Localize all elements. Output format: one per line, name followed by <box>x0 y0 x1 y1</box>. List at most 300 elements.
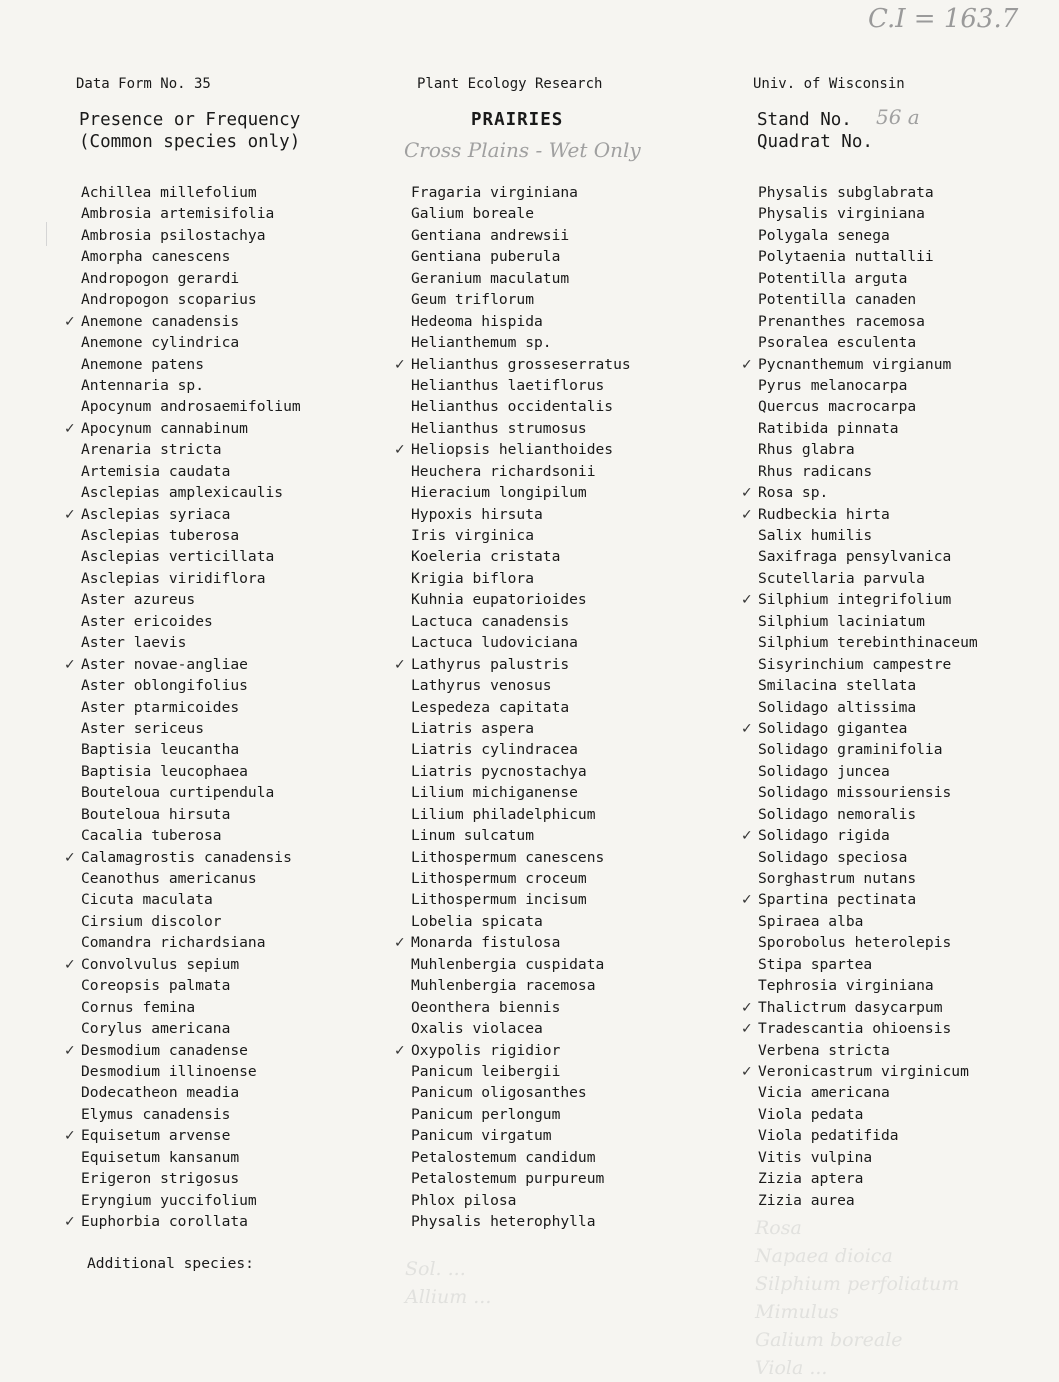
species-name: Dodecatheon meadia <box>81 1084 240 1102</box>
species-name: Veronicastrum virginicum <box>758 1062 969 1080</box>
faint-note: Silphium perfoliatum <box>755 1273 960 1295</box>
check-mark-icon: ✓ <box>741 720 753 737</box>
species-name: Cornus femina <box>81 998 196 1016</box>
species-name: Geranium maculatum <box>411 269 570 287</box>
species-item <box>758 375 978 396</box>
species-item <box>81 354 301 375</box>
check-mark-icon: ✓ <box>64 956 76 973</box>
species-item <box>411 804 631 825</box>
check-mark-icon: ✓ <box>64 313 76 330</box>
species-item <box>81 1104 301 1125</box>
check-mark-icon: ✓ <box>394 1042 406 1059</box>
species-item <box>411 589 631 610</box>
species-item <box>394 354 631 375</box>
species-item <box>411 697 631 718</box>
faint-note: Napaea dioica <box>755 1245 893 1267</box>
species-name: Sisyrinchium campestre <box>758 655 952 673</box>
species-name: Smilacina stellata <box>758 677 917 695</box>
species-name: Asclepias viridiflora <box>81 569 266 587</box>
species-item <box>411 525 631 546</box>
species-name: Lathyrus venosus <box>411 677 552 695</box>
species-item <box>411 396 631 417</box>
species-name: Muhlenbergia racemosa <box>411 977 596 995</box>
species-item <box>758 1190 978 1211</box>
species-name: Psoralea esculenta <box>758 334 917 352</box>
species-name: Bouteloua curtipendula <box>81 784 275 802</box>
species-item <box>411 1018 631 1039</box>
species-name: Aster laevis <box>81 634 187 652</box>
species-name: Viola pedata <box>758 1105 864 1123</box>
species-item <box>411 546 631 567</box>
species-name: Potentilla canaden <box>758 291 917 309</box>
species-item <box>758 1082 978 1103</box>
species-name: Helianthus occidentalis <box>411 398 614 416</box>
species-name: Panicum perlongum <box>411 1105 561 1123</box>
species-name: Aster ptarmicoides <box>81 698 240 716</box>
species-item <box>758 654 978 675</box>
species-item <box>411 954 631 975</box>
species-name: Polygala senega <box>758 226 890 244</box>
species-name: Ambrosia psilostachya <box>81 226 266 244</box>
species-item <box>411 418 631 439</box>
species-name: Lithospermum croceum <box>411 870 587 887</box>
species-item <box>758 611 978 632</box>
species-name: Helianthemum sp. <box>411 334 552 352</box>
species-name: Vitis vulpina <box>758 1148 873 1166</box>
stand-heading <box>757 109 873 153</box>
species-item <box>758 311 978 332</box>
species-name: Zizia aptera <box>758 1170 864 1188</box>
species-item <box>758 868 978 889</box>
species-item <box>81 911 301 932</box>
species-item <box>741 889 978 910</box>
check-mark-icon: ✓ <box>741 828 753 845</box>
species-name: Calamagrostis canadensis <box>81 848 292 866</box>
species-item <box>64 504 301 525</box>
species-item <box>81 804 301 825</box>
species-name: Ambrosia artemisifolia <box>81 205 275 223</box>
species-name: Lobelia spicata <box>411 912 543 930</box>
ci-annotation: C.I = 163.7 <box>868 4 1019 34</box>
presence-line-2: (Common species only) <box>79 132 301 152</box>
species-item <box>81 611 301 632</box>
species-item <box>81 1147 301 1168</box>
species-item <box>411 889 631 910</box>
presence-heading <box>79 109 300 153</box>
species-item <box>394 1040 631 1061</box>
check-mark-icon: ✓ <box>64 506 76 523</box>
species-item <box>411 825 631 846</box>
species-name: Amorpha canescens <box>81 248 231 266</box>
species-name: Asclepias tuberosa <box>81 527 240 544</box>
species-name: Silphium terebinthinaceum <box>758 634 978 652</box>
species-name: Liatris cylindracea <box>411 741 578 759</box>
species-name: Eryngium yuccifolium <box>81 1191 257 1209</box>
check-mark-icon: ✓ <box>741 1063 753 1080</box>
species-name: Kuhnia eupatorioides <box>411 591 587 609</box>
species-item <box>411 911 631 932</box>
species-item <box>81 482 301 503</box>
species-item <box>411 246 631 267</box>
species-name: Helianthus laetiflorus <box>411 376 605 394</box>
species-name: Petalostemum purpureum <box>411 1170 605 1188</box>
species-item <box>411 1190 631 1211</box>
stand-label: Stand No. <box>757 110 852 130</box>
species-name: Panicum leibergii <box>411 1062 561 1080</box>
margin-mark <box>46 222 47 246</box>
site-annotation: Cross Plains - Wet Only <box>404 138 641 162</box>
species-item <box>758 396 978 417</box>
species-item <box>411 761 631 782</box>
check-mark-icon: ✓ <box>64 1128 76 1145</box>
species-name: Cicuta maculata <box>81 891 213 909</box>
presence-line-1: Presence or Frequency <box>79 110 301 130</box>
check-mark-icon: ✓ <box>741 999 753 1016</box>
species-item <box>81 439 301 460</box>
species-name: Koeleria cristata <box>411 548 561 566</box>
species-name: Liatris aspera <box>411 719 535 737</box>
species-item <box>758 975 978 996</box>
species-name: Solidago speciosa <box>758 848 908 866</box>
species-name: Solidago altissima <box>758 698 917 716</box>
species-item <box>741 825 978 846</box>
species-name: Oxalis violacea <box>411 1020 543 1038</box>
species-name: Rhus glabra <box>758 441 855 459</box>
species-name: Solidago nemoralis <box>758 805 917 823</box>
species-name: Aster azureus <box>81 591 196 609</box>
species-name: Monarda fistulosa <box>411 934 561 952</box>
species-item <box>81 568 301 589</box>
species-name: Physalis virginiana <box>758 205 925 223</box>
species-name: Polytaenia nuttallii <box>758 248 934 266</box>
species-item <box>758 1040 978 1061</box>
species-name: Rudbeckia hirta <box>758 505 890 523</box>
species-item <box>758 268 978 289</box>
species-item <box>411 1125 631 1146</box>
species-item <box>81 396 301 417</box>
species-item <box>758 1168 978 1189</box>
species-item <box>411 225 631 246</box>
species-name: Geum triflorum <box>411 291 535 309</box>
species-item <box>81 589 301 610</box>
species-item <box>741 504 978 525</box>
faint-note: Rosa <box>755 1217 802 1239</box>
species-name: Corylus americana <box>81 1020 231 1038</box>
species-name: Elymus canadensis <box>81 1105 231 1123</box>
species-item <box>64 418 301 439</box>
check-mark-icon: ✓ <box>394 356 406 373</box>
species-name: Liatris pycnostachya <box>411 762 587 780</box>
species-name: Galium boreale <box>411 205 535 223</box>
species-item <box>81 975 301 996</box>
species-item <box>411 568 631 589</box>
species-item <box>81 1190 301 1211</box>
species-name: Oeonthera biennis <box>411 998 561 1016</box>
species-item <box>411 504 631 525</box>
species-item <box>758 954 978 975</box>
species-item <box>758 525 978 546</box>
species-item <box>741 482 978 503</box>
species-item <box>411 611 631 632</box>
species-name: Antennaria sp. <box>81 376 205 394</box>
species-item <box>411 461 631 482</box>
species-name: Spiraea alba <box>758 912 864 930</box>
species-item <box>64 1040 301 1061</box>
species-item <box>411 268 631 289</box>
species-name: Heuchera richardsonii <box>411 462 596 480</box>
species-item <box>81 1018 301 1039</box>
species-item <box>81 718 301 739</box>
species-name: Lithospermum incisum <box>411 891 587 909</box>
species-item <box>758 761 978 782</box>
species-name: Fragaria virginiana <box>411 184 578 201</box>
species-name: Salix humilis <box>758 527 873 544</box>
species-name: Artemisia caudata <box>81 462 231 480</box>
species-item <box>411 739 631 760</box>
species-name: Sporobolus heterolepis <box>758 934 952 952</box>
species-item <box>758 847 978 868</box>
species-item <box>758 782 978 803</box>
species-name: Tradescantia ohioensis <box>758 1020 952 1038</box>
check-mark-icon: ✓ <box>741 892 753 909</box>
species-name: Stipa spartea <box>758 955 873 973</box>
faint-notes-left <box>405 1255 491 1311</box>
species-item <box>411 289 631 310</box>
species-name: Euphorbia corollata <box>81 1213 248 1230</box>
species-item <box>81 525 301 546</box>
species-item <box>741 1018 978 1039</box>
species-item <box>741 1061 978 1082</box>
species-name: Solidago graminifolia <box>758 741 943 759</box>
species-item <box>758 1125 978 1146</box>
species-item <box>411 675 631 696</box>
form-number: Data Form No. 35 <box>76 76 211 92</box>
species-item <box>81 246 301 267</box>
species-name: Pyrus melanocarpa <box>758 376 908 394</box>
species-item <box>81 782 301 803</box>
species-name: Convolvulus sepium <box>81 955 240 973</box>
species-name: Physalis heterophylla <box>411 1213 596 1230</box>
species-item <box>758 932 978 953</box>
species-name: Ceanothus americanus <box>81 870 257 887</box>
check-mark-icon: ✓ <box>394 442 406 459</box>
species-item <box>394 654 631 675</box>
species-name: Hedeoma hispida <box>411 312 543 330</box>
species-item <box>81 889 301 910</box>
species-item <box>758 911 978 932</box>
species-item <box>81 825 301 846</box>
check-mark-icon: ✓ <box>394 656 406 673</box>
species-name: Oxypolis rigidior <box>411 1041 561 1059</box>
species-name: Asclepias verticillata <box>81 548 275 566</box>
species-item <box>758 1104 978 1125</box>
species-name: Potentilla arguta <box>758 269 908 287</box>
species-item <box>758 182 978 203</box>
species-item <box>81 1061 301 1082</box>
species-name: Comandra richardsiana <box>81 934 266 952</box>
species-name: Lactuca canadensis <box>411 612 570 630</box>
species-item <box>411 632 631 653</box>
species-name: Aster ericoides <box>81 612 213 630</box>
species-name: Sorghastrum nutans <box>758 870 917 887</box>
check-mark-icon: ✓ <box>64 656 76 673</box>
species-item <box>81 1168 301 1189</box>
species-name: Saxifraga pensylvanica <box>758 548 952 566</box>
species-name: Pycnanthemum virgianum <box>758 355 952 373</box>
species-name: Asclepias syriaca <box>81 505 231 523</box>
check-mark-icon: ✓ <box>741 592 753 609</box>
species-item <box>81 675 301 696</box>
species-item <box>64 311 301 332</box>
species-item <box>411 203 631 224</box>
check-mark-icon: ✓ <box>741 506 753 523</box>
species-name: Spartina pectinata <box>758 891 917 909</box>
species-item <box>411 1104 631 1125</box>
species-name: Erigeron strigosus <box>81 1170 240 1188</box>
species-item <box>758 203 978 224</box>
check-mark-icon: ✓ <box>64 420 76 437</box>
species-name: Silphium laciniatum <box>758 612 925 630</box>
stand-number-handwritten: 56 a <box>876 105 920 129</box>
species-name: Hieracium longipilum <box>411 484 587 502</box>
species-item <box>64 1211 301 1232</box>
quadrat-label: Quadrat No. <box>757 132 873 152</box>
species-item <box>758 1147 978 1168</box>
species-item <box>411 997 631 1018</box>
species-name: Gentiana andrewsii <box>411 226 570 244</box>
species-item <box>758 697 978 718</box>
species-item <box>81 697 301 718</box>
species-name: Cacalia tuberosa <box>81 827 222 845</box>
faint-note: Viola ... <box>755 1357 828 1379</box>
university: Univ. of Wisconsin <box>753 76 905 92</box>
species-column-1 <box>64 182 301 1232</box>
faint-notes-right <box>755 1214 959 1382</box>
species-item <box>758 632 978 653</box>
species-name: Panicum virgatum <box>411 1127 552 1145</box>
species-name: Baptisia leucantha <box>81 741 240 759</box>
species-item <box>411 375 631 396</box>
species-item <box>741 589 978 610</box>
species-name: Cirsium discolor <box>81 912 222 930</box>
species-item <box>758 461 978 482</box>
species-item <box>758 225 978 246</box>
species-item <box>81 182 301 203</box>
species-name: Equisetum arvense <box>81 1127 231 1145</box>
species-name: Lilium michiganense <box>411 784 578 802</box>
species-name: Andropogon gerardi <box>81 269 240 287</box>
species-item <box>411 782 631 803</box>
species-name: Verbena stricta <box>758 1041 890 1059</box>
species-name: Panicum oligosanthes <box>411 1084 587 1102</box>
species-name: Helianthus grosseserratus <box>411 355 631 373</box>
faint-note: Galium boreale <box>755 1329 903 1351</box>
species-name: Apocynum androsaemifolium <box>81 398 301 416</box>
species-item <box>411 1082 631 1103</box>
species-name: Solidago missouriensis <box>758 784 952 802</box>
species-name: Linum sulcatum <box>411 827 535 845</box>
species-item <box>758 439 978 460</box>
species-name: Lithospermum canescens <box>411 848 605 866</box>
species-item <box>741 718 978 739</box>
species-name: Anemone cylindrica <box>81 334 240 352</box>
species-name: Equisetum kansanum <box>81 1148 240 1166</box>
species-name: Lilium philadelphicum <box>411 805 596 823</box>
species-name: Scutellaria parvula <box>758 569 925 587</box>
additional-species-label: Additional species: <box>87 1255 254 1272</box>
species-name: Desmodium illinoense <box>81 1062 257 1080</box>
species-name: Petalostemum candidum <box>411 1148 596 1166</box>
species-item <box>411 1147 631 1168</box>
species-item <box>64 847 301 868</box>
page-title: PRAIRIES <box>471 110 564 130</box>
species-item <box>81 268 301 289</box>
check-mark-icon: ✓ <box>741 356 753 373</box>
check-mark-icon: ✓ <box>741 485 753 502</box>
species-name: Gentiana puberula <box>411 248 561 266</box>
species-name: Anemone canadensis <box>81 312 240 330</box>
species-name: Prenanthes racemosa <box>758 312 925 330</box>
species-item <box>411 482 631 503</box>
species-item <box>81 375 301 396</box>
species-name: Solidago rigida <box>758 827 890 845</box>
species-name: Arenaria stricta <box>81 441 222 459</box>
species-item <box>81 546 301 567</box>
species-item <box>394 932 631 953</box>
faint-note: Sol. ... <box>405 1258 466 1280</box>
species-name: Aster sericeus <box>81 719 205 737</box>
species-name: Lespedeza capitata <box>411 698 570 716</box>
species-name: Desmodium canadense <box>81 1041 248 1059</box>
species-item <box>64 654 301 675</box>
species-name: Aster oblongifolius <box>81 677 248 695</box>
species-item <box>758 675 978 696</box>
species-item <box>411 1168 631 1189</box>
species-item <box>411 1061 631 1082</box>
species-name: Zizia aurea <box>758 1191 855 1209</box>
species-item <box>758 804 978 825</box>
species-name: Aster novae-angliae <box>81 655 248 673</box>
species-item <box>64 954 301 975</box>
species-item <box>411 311 631 332</box>
species-name: Tephrosia virginiana <box>758 977 934 995</box>
species-item <box>411 182 631 203</box>
species-name: Silphium integrifolium <box>758 591 952 609</box>
species-name: Coreopsis palmata <box>81 977 231 995</box>
species-name: Physalis subglabrata <box>758 184 934 201</box>
species-name: Lathyrus palustris <box>411 655 570 673</box>
species-item <box>411 847 631 868</box>
species-item <box>81 461 301 482</box>
faint-note: Mimulus <box>755 1301 839 1323</box>
species-item <box>81 739 301 760</box>
species-item <box>758 546 978 567</box>
species-item <box>81 332 301 353</box>
species-name: Solidago gigantea <box>758 719 908 737</box>
species-item <box>411 332 631 353</box>
species-item <box>758 568 978 589</box>
species-item <box>81 632 301 653</box>
species-item <box>81 997 301 1018</box>
species-column-3 <box>741 182 978 1211</box>
species-item <box>81 932 301 953</box>
species-item <box>758 246 978 267</box>
org-title: Plant Ecology Research <box>417 76 603 92</box>
species-name: Thalictrum dasycarpum <box>758 998 943 1016</box>
species-item <box>394 439 631 460</box>
species-item <box>81 868 301 889</box>
species-name: Phlox pilosa <box>411 1191 517 1209</box>
